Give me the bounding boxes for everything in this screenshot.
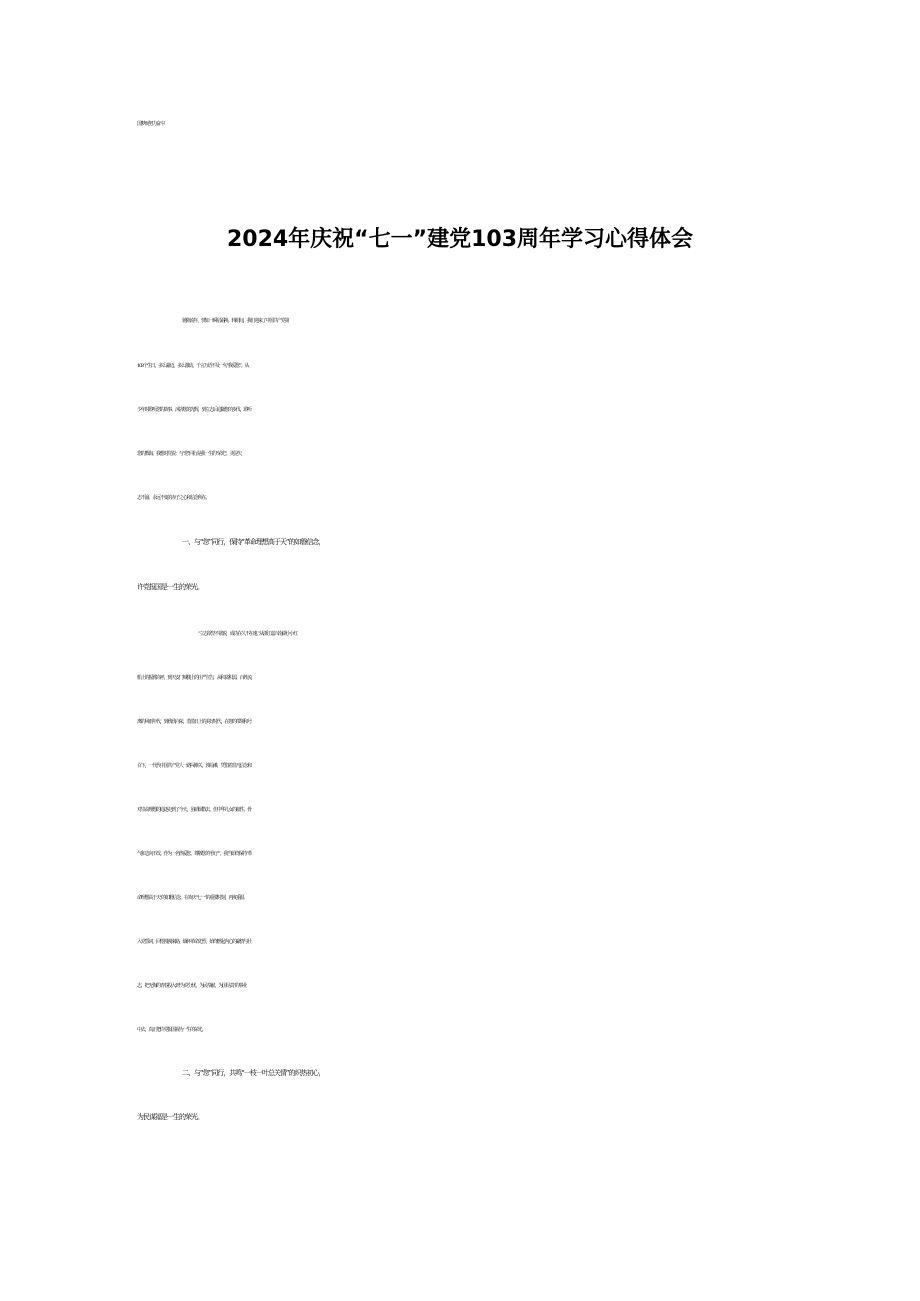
paragraph-line: 对崇高理想的追逐走到了今天，虽硝烟散去，但中华儿女的血性、骨 — [137, 807, 252, 813]
heading-line: 一、与“您”同行，保持“革命理想高于天”的如磐信念， — [182, 538, 325, 546]
paragraph-line: 少年时聆听您的故事、沐浴您的光辉，到立志后追随您的步伐、聆听 — [137, 407, 252, 413]
paragraph-line: “立志欲坚不欲锐，成功在久不在速。”从浙江嘉兴南湖小小红 — [198, 631, 298, 637]
heading-line: 为民谋福是一生的荣光。 — [137, 1113, 203, 1121]
paragraph-line: 离的风雨年代，到欣欣向荣、蒸蒸日上的美好时代，在您的带领和号 — [137, 719, 252, 725]
paragraph-line: 入党誓词、回望漫漫来路、缅怀革命先烈，始终燃起内心的豪情与壮 — [137, 939, 252, 945]
paragraph-line: 船上的振臂高呼，到天安门城楼上的庄严宣告，从积贫积弱、百姓流 — [137, 675, 252, 681]
document-title: 2024年庆祝“七一”建党103周年学习心得体会 — [226, 227, 694, 252]
paragraph-line: 志不渝、永远不变的赤子之心和信念所在。 — [137, 495, 210, 501]
paragraph-line: 中去，真正把许党报国视为一生的荣光。 — [137, 1027, 206, 1033]
heading-line: 许党报国是一生的荣光。 — [137, 583, 203, 591]
paragraph-line: 召下，一代代中国共产党人一路闯难关、涉险滩，凭借着非凡信念和 — [137, 763, 252, 769]
paragraph-line: 驰隙流年，恍如一瞬星霜换。转眼间，我们迎来了中国共产党第 — [182, 318, 289, 324]
paragraph-line: 命理想高于天”的如磐信念，在欢庆“七一”的重要时刻，再度重温 — [137, 895, 244, 901]
heading-line: 二、与“您”同行，共鸣“一枝一叶总关情”的炽热初心， — [182, 1069, 325, 1077]
paragraph-line: 志，把无悔的青春投入到“为党分忧、为民奉献、为国尽责”的事业 — [137, 983, 247, 989]
paragraph-line: 气和志向不改。作为一名热爱您、尊敬您的“孩子”，我当始终保持“革 — [137, 851, 252, 857]
carryover-line: 国梦而努力奋斗！ — [137, 121, 168, 127]
paragraph-line: 您的教诲，我想对党说：与“您”同行是我一生的“荣光”，更是矢 — [137, 451, 242, 457]
paragraph-line: 103个生日，多么豪迈、多么激动，千言万语不及一句“我爱您”。从 — [137, 363, 249, 369]
